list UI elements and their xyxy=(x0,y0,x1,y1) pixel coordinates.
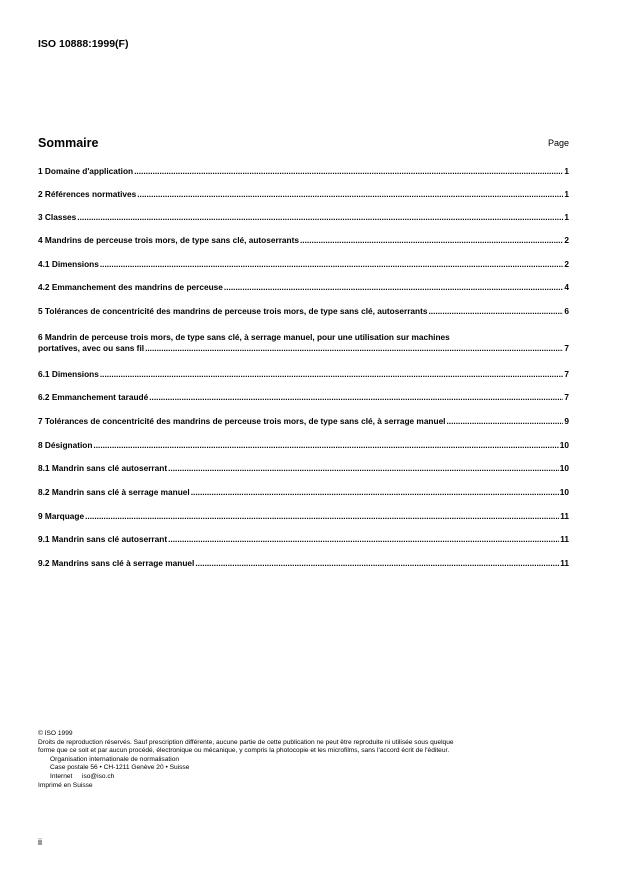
toc-leader-dots xyxy=(446,416,563,427)
toc-leader-dots xyxy=(134,166,563,177)
toc-entry-title: 8.2 Mandrin sans clé à serrage manuel xyxy=(38,487,190,497)
printed-in: Imprimé en Suisse xyxy=(38,781,93,789)
toc-entry[interactable] xyxy=(38,440,569,451)
toc-entry-page: 4 xyxy=(564,282,569,292)
toc-entry-page: 10 xyxy=(559,440,569,450)
toc-entry[interactable] xyxy=(38,235,569,246)
toc-entry-page: 10 xyxy=(559,463,569,473)
organization-name: Organisation internationale de normalisation xyxy=(50,755,180,763)
toc-leader-dots xyxy=(137,189,563,200)
toc-entry[interactable] xyxy=(38,392,569,403)
toc-entry[interactable] xyxy=(38,511,569,522)
internet-label: Internet xyxy=(50,772,73,780)
toc-entry-page: 11 xyxy=(560,558,569,568)
toc-entry[interactable] xyxy=(38,487,569,498)
toc-entry-title: 7 Tolérances de concentricité des mandrins de perceuse trois mors, de type sans clé, à serrage manuel xyxy=(38,416,446,426)
toc-entry-title-line1: 6 Mandrin de perceuse trois mors, de type sans clé, à serrage manuel, pour une utilisation sur machines xyxy=(38,332,450,342)
toc-entry[interactable] xyxy=(38,259,569,270)
page-number: ii xyxy=(38,837,42,847)
toc-entry-page: 11 xyxy=(560,511,569,521)
toc-leader-dots xyxy=(149,392,563,403)
toc-entry[interactable] xyxy=(38,332,569,354)
toc-entry-title: 6.1 Dimensions xyxy=(38,369,99,379)
toc-entry-page: 1 xyxy=(564,189,569,199)
toc-leader-dots xyxy=(77,212,563,223)
toc-leader-dots xyxy=(100,259,564,270)
toc-entry[interactable] xyxy=(38,282,569,293)
toc-entry-page: 1 xyxy=(564,166,569,176)
toc-entry[interactable] xyxy=(38,558,569,569)
document-header: ISO 10888:1999(F) xyxy=(38,38,129,50)
toc-entry[interactable] xyxy=(38,166,569,177)
toc-entry[interactable] xyxy=(38,306,569,317)
toc-entry-page: 2 xyxy=(564,235,569,245)
toc-entry-title: 8.1 Mandrin sans clé autoserrant xyxy=(38,463,168,473)
email-link[interactable]: iso@iso.ch xyxy=(82,772,115,780)
toc-leader-dots xyxy=(191,487,559,498)
toc-leader-dots xyxy=(168,534,559,545)
copyright-line: © ISO 1999 xyxy=(38,730,73,737)
rights-text-line2: forme que ce soit et par aucun procédé, électronique ou mécanique, y compris la photocopie et les microfilms, sans l'accord écrit de l'éditeur. xyxy=(38,747,450,755)
toc-entry[interactable] xyxy=(38,369,569,380)
toc-entry[interactable] xyxy=(38,416,569,427)
toc-entry-title: 3 Classes xyxy=(38,212,77,222)
toc-entry-title: 6.2 Emmanchement taraudé xyxy=(38,392,149,402)
toc-entry-title: 4.2 Emmanchement des mandrins de perceuse xyxy=(38,282,223,292)
toc-leader-dots xyxy=(300,235,563,246)
toc-title: Sommaire xyxy=(38,136,99,150)
toc-entry-title: 5 Tolérances de concentricité des mandrins de perceuse trois mors, de type sans clé, autoserrants xyxy=(38,306,428,316)
toc-leader-dots xyxy=(100,369,564,380)
copyright-block xyxy=(38,730,583,790)
toc-entry-page: 7 xyxy=(564,392,569,402)
toc-entry-title: 1 Domaine d'application xyxy=(38,166,134,176)
toc-entry-title: 4.1 Dimensions xyxy=(38,259,99,269)
toc-leader-dots xyxy=(145,343,563,354)
toc-entry-page: 11 xyxy=(560,534,569,544)
toc-entry-title: 9.2 Mandrins sans clé à serrage manuel xyxy=(38,558,195,568)
toc-entry-title: 8 Désignation xyxy=(38,440,93,450)
toc-entry-page: 1 xyxy=(564,212,569,222)
toc-entry[interactable] xyxy=(38,189,569,200)
toc-leader-dots xyxy=(429,306,564,317)
toc-entry-page: 6 xyxy=(564,306,569,316)
toc-entry[interactable] xyxy=(38,463,569,474)
toc-entry-title: 4 Mandrins de perceuse trois mors, de type sans clé, autoserrants xyxy=(38,235,299,245)
toc-entry[interactable] xyxy=(38,534,569,545)
toc-entry-page: 10 xyxy=(559,487,569,497)
toc-entry-title: portatives, avec ou sans fil xyxy=(38,343,145,353)
toc-entry-title: 9.1 Mandrin sans clé autoserrant xyxy=(38,534,168,544)
toc-entry-title: 2 Références normatives xyxy=(38,189,137,199)
toc-entry-page: 7 xyxy=(564,343,569,353)
toc-leader-dots xyxy=(93,440,558,451)
toc-entry-page: 7 xyxy=(564,369,569,379)
toc-entry-page: 2 xyxy=(564,259,569,269)
toc-leader-dots xyxy=(85,511,559,522)
rights-text-line1: Droits de reproduction réservés. Sauf prescription différente, aucune partie de cette publication ne peut être reproduite ni utilisée sous quelque xyxy=(38,738,454,746)
toc-leader-dots xyxy=(195,558,559,569)
postal-address: Case postale 56 • CH-1211 Genève 20 • Suisse xyxy=(50,764,190,772)
toc-entry-title: 9 Marquage xyxy=(38,511,85,521)
toc-leader-dots xyxy=(168,463,559,474)
toc-page-label: Page xyxy=(547,138,569,148)
toc-entry[interactable] xyxy=(38,212,569,223)
internet-contact xyxy=(38,773,583,782)
toc-leader-dots xyxy=(224,282,563,293)
toc-entry-page: 9 xyxy=(564,416,569,426)
